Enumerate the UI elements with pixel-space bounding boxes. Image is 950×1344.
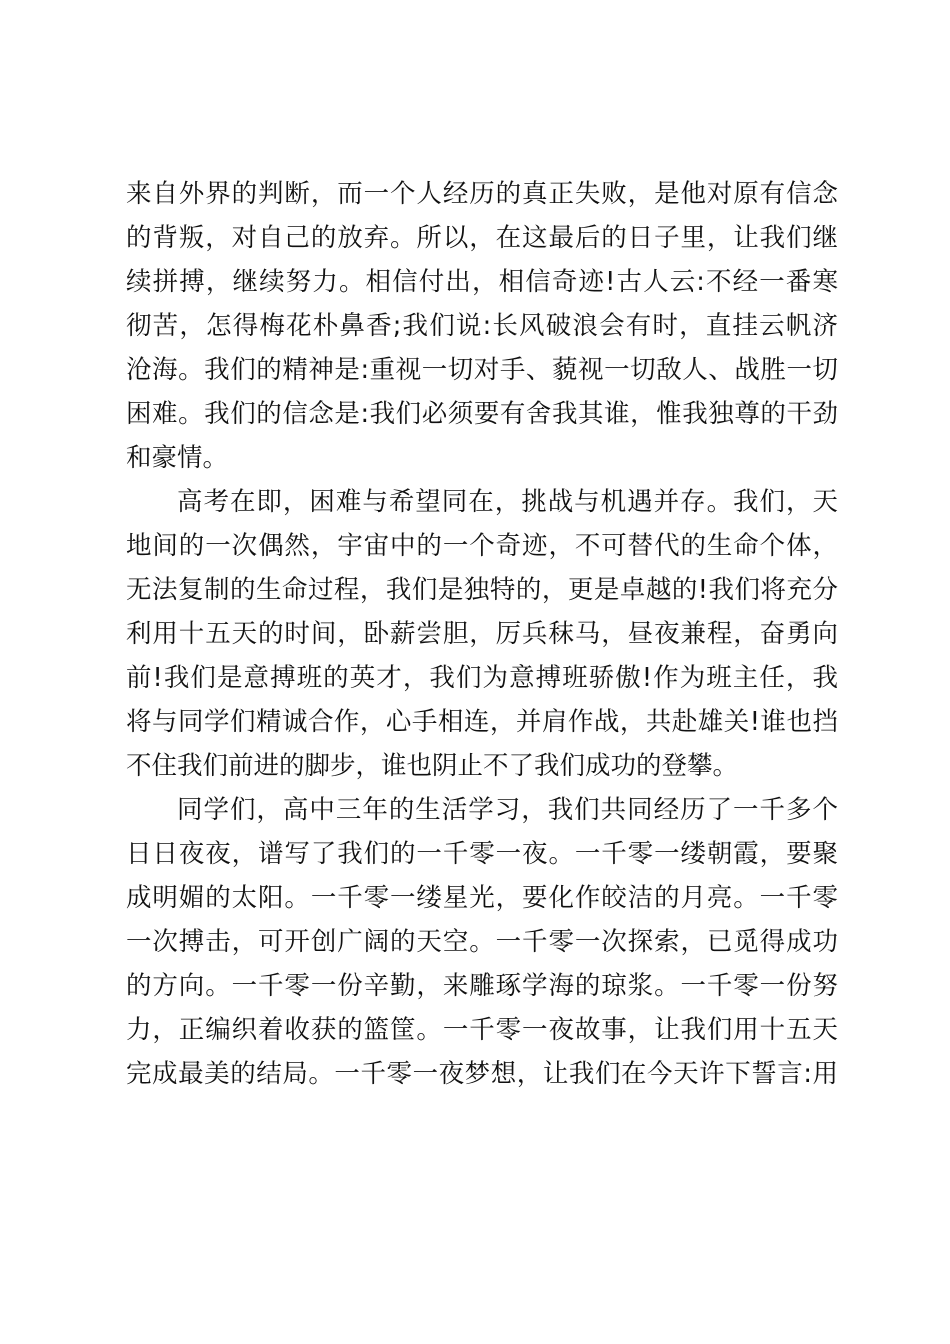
text-line: 前!我们是意搏班的英才，我们为意搏班骄傲!作为班主任，我 — [126, 663, 838, 693]
text-line: 的背叛，对自己的放弃。所以，在这最后的日子里，让我们继 — [126, 223, 838, 253]
paragraph-first-line: 高考在即，困难与希望同在，挑战与机遇并存。我们，天 — [177, 487, 838, 517]
text-line: 来自外界的判断，而一个人经历的真正失败，是他对原有信念 — [126, 179, 838, 209]
text-line: 日日夜夜，谱写了我们的一千零一夜。一千零一缕朝霞，要聚 — [126, 839, 838, 869]
text-line: 利用十五天的时间，卧薪尝胆，厉兵秣马，昼夜兼程，奋勇向 — [126, 619, 838, 649]
text-line: 沧海。我们的精神是:重视一切对手、藐视一切敌人、战胜一切 — [126, 355, 838, 385]
text-line: 成明媚的太阳。一千零一缕星光，要化作皎洁的月亮。一千零 — [126, 883, 838, 913]
text-line: 和豪情。 — [126, 443, 229, 473]
body-text — [126, 172, 838, 1096]
text-line: 将与同学们精诚合作，心手相连，并肩作战，共赴雄关!谁也挡 — [126, 707, 838, 737]
paragraph-first-line: 同学们，高中三年的生活学习，我们共同经历了一千多个 — [177, 795, 838, 825]
text-line: 困难。我们的信念是:我们必须要有舍我其谁，惟我独尊的干劲 — [126, 399, 838, 429]
text-line: 彻苦，怎得梅花朴鼻香;我们说:长风破浪会有时，直挂云帆济 — [126, 311, 838, 341]
text-line: 续拼搏，继续努力。相信付出，相信奇迹!古人云:不经一番寒 — [126, 267, 838, 297]
text-line: 无法复制的生命过程，我们是独特的，更是卓越的!我们将充分 — [126, 575, 838, 605]
text-line: 的方向。一千零一份辛勤，来雕琢学海的琼浆。一千零一份努 — [126, 971, 838, 1001]
text-line: 地间的一次偶然，宇宙中的一个奇迹，不可替代的生命个体， — [126, 531, 838, 561]
text-line: 力，正编织着收获的篮筐。一千零一夜故事，让我们用十五天 — [126, 1015, 838, 1045]
text-line: 不住我们前进的脚步，谁也阴止不了我们成功的登攀。 — [126, 751, 739, 781]
text-line: 完成最美的结局。一千零一夜梦想，让我们在今天许下誓言:用 — [126, 1059, 838, 1089]
text-line: 一次搏击，可开创广阔的天空。一千零一次探索，已觅得成功 — [126, 927, 838, 957]
